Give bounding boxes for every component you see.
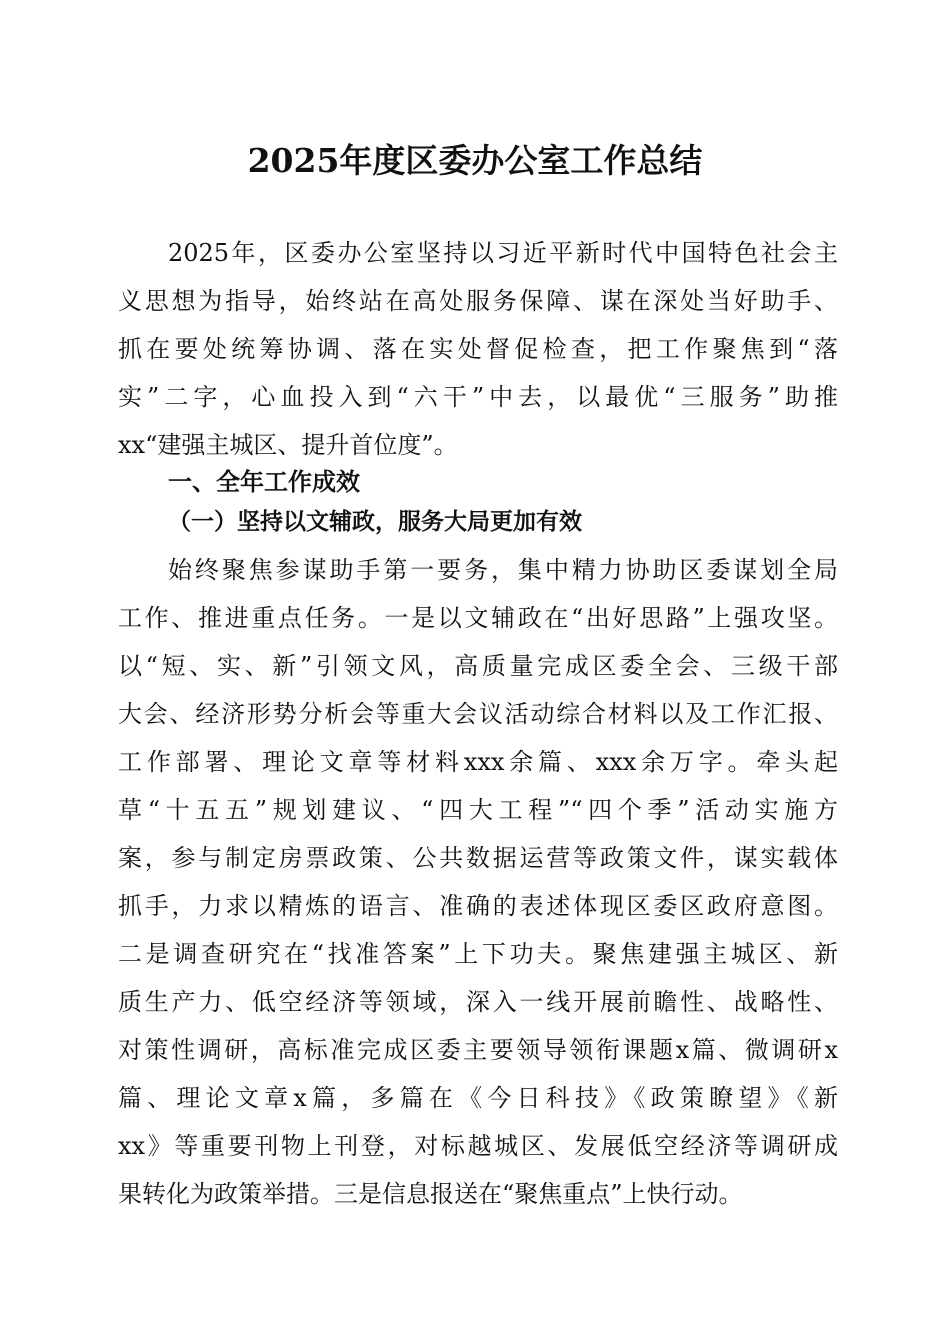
body-line: 工作、推进重点任务。一是以文辅政在“出好思路”上强攻坚。: [118, 604, 838, 632]
body-line: 以“短、实、新”引领文风，高质量完成区委全会、三级干部: [118, 652, 838, 680]
body-line: 大会、经济形势分析会等重大会议活动综合材料以及工作汇报、: [118, 700, 838, 728]
body-line: 抓手，力求以精炼的语言、准确的表述体现区委区政府意图。: [118, 892, 838, 920]
body-line: 对策性调研，高标准完成区委主要领导领衔课题x篇、微调研x: [118, 1036, 838, 1064]
body-line: 始终聚焦参谋助手第一要务，集中精力协助区委谋划全局: [168, 556, 838, 584]
intro-line: 义思想为指导，始终站在高处服务保障、谋在深处当好助手、: [118, 287, 838, 315]
intro-line: xx“建强主城区、提升首位度”。: [118, 431, 458, 459]
body-line: 篇、理论文章x篇，多篇在《今日科技》《政策瞭望》《新: [118, 1084, 838, 1112]
body-line: 质生产力、低空经济等领域，深入一线开展前瞻性、战略性、: [118, 988, 838, 1016]
document-title: 2025年度区委办公室工作总结: [247, 141, 703, 180]
body-line: 案，参与制定房票政策、公共数据运营等政策文件，谋实载体: [118, 844, 838, 872]
subsection-heading: （一）坚持以文辅政，服务大局更加有效: [168, 508, 582, 535]
body-line: 草“十五五”规划建议、“四大工程”“四个季”活动实施方: [118, 796, 838, 824]
body-line: xx》等重要刊物上刊登，对标越城区、发展低空经济等调研成: [118, 1132, 838, 1160]
body-line: 工作部署、理论文章等材料xxx余篇、xxx余万字。牵头起: [118, 748, 838, 776]
section-heading: 一、全年工作成效: [168, 468, 360, 496]
intro-line: 实”二字，心血投入到“六干”中去，以最优“三服务”助推: [118, 383, 838, 411]
body-line: 二是调查研究在“找准答案”上下功夫。聚焦建强主城区、新: [118, 940, 838, 968]
intro-line: 抓在要处统筹协调、落在实处督促检查，把工作聚焦到“落: [118, 335, 838, 363]
body-line: 果转化为政策举措。三是信息报送在“聚焦重点”上快行动。: [118, 1180, 743, 1208]
intro-line: 2025年，区委办公室坚持以习近平新时代中国特色社会主: [168, 239, 838, 267]
